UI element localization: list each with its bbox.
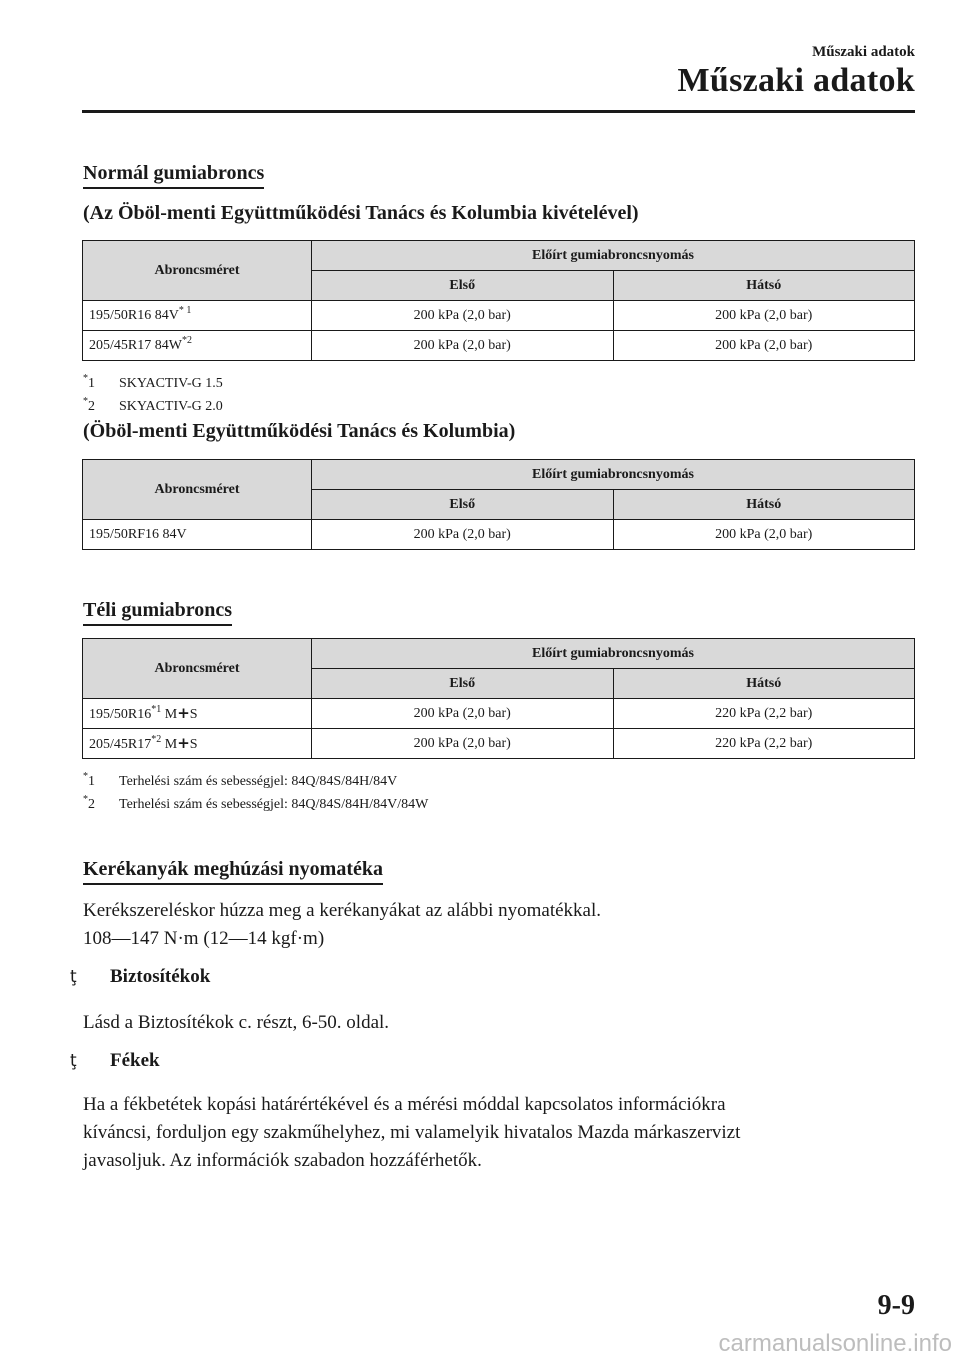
col-header-rear: Hátsó — [613, 490, 915, 520]
brakes-text-line: Ha a fékbetétek kopási határértékével és a mérési móddal kapcsolatos információkra — [83, 1094, 726, 1115]
brakes-text-line: kíváncsi, forduljon egy szakműhelyhez, mi valamelyik hivatalos Mazda márkaszervizt — [83, 1122, 741, 1143]
table-row — [83, 301, 915, 331]
front-pressure-cell: 200 kPa (2,0 bar) — [312, 699, 614, 729]
footnote-key: 1 — [88, 376, 95, 391]
tyre-size: 205/45R17 84W — [89, 337, 182, 353]
watermark: carmanualsonline.info — [718, 1330, 952, 1357]
gcc-subtitle: (Öböl-menti Együttműködési Tanács és Kolumbia) — [83, 420, 516, 442]
plus-icon: + — [177, 734, 190, 752]
col-header-rear: Hátsó — [613, 271, 915, 301]
col-header-pressure: Előírt gumiabroncsnyomás — [312, 460, 915, 490]
table-row — [83, 331, 915, 361]
footnote-key: 1 — [88, 774, 95, 789]
torque-value: 108―147 N·m (12―14 kgf·m) — [83, 928, 325, 949]
page-number: 9-9 — [877, 1290, 915, 1321]
col-header-rear: Hátsó — [613, 669, 915, 699]
rear-pressure-cell: 220 kPa (2,2 bar) — [613, 699, 915, 729]
winter-tyre-heading: Téli gumiabroncs — [83, 599, 232, 626]
rear-pressure-cell: 200 kPa (2,0 bar) — [613, 331, 915, 361]
tyre-size-cell — [83, 301, 312, 331]
rear-pressure-cell: 200 kPa (2,0 bar) — [613, 520, 915, 550]
mud-label: M — [164, 737, 178, 752]
footnote: *1 Terhelési szám és sebességjel: 84Q/84S/84H/84V — [83, 771, 398, 789]
tyre-size-cell — [83, 729, 312, 759]
rear-pressure-cell: 200 kPa (2,0 bar) — [613, 301, 915, 331]
brakes-text-line: javasoljuk. Az információk szabadon hozzáférhetők. — [83, 1150, 482, 1171]
col-header-size: Abroncsméret — [83, 241, 312, 301]
footnote-ref: * 1 — [178, 304, 192, 316]
col-header-pressure: Előírt gumiabroncsnyomás — [312, 241, 915, 271]
header-rule — [82, 110, 915, 113]
col-header-front: Első — [312, 490, 614, 520]
winter-tyre-table — [82, 638, 915, 759]
torque-heading: Kerékanyák meghúzási nyomatéka — [83, 858, 383, 885]
footnote: *1 SKYACTIV-G 1.5 — [83, 373, 223, 391]
table-row — [83, 729, 915, 759]
col-header-size: Abroncsméret — [83, 639, 312, 699]
snow-label: S — [189, 707, 198, 722]
plus-icon: + — [177, 704, 190, 722]
footnote-ref: *2 — [181, 334, 192, 346]
bullet-marker-icon: ţ — [70, 1051, 77, 1071]
running-header-small: Műszaki adatok — [812, 44, 915, 60]
gcc-tyre-table — [82, 459, 915, 550]
footnote-text: Terhelési szám és sebességjel: 84Q/84S/84H/84V — [119, 774, 398, 789]
rear-pressure-cell: 220 kPa (2,2 bar) — [613, 729, 915, 759]
tyre-size-cell: 195/50RF16 84V — [83, 520, 312, 550]
footnote-key: 2 — [88, 399, 95, 414]
col-header-front: Első — [312, 271, 614, 301]
normal-tyre-table — [82, 240, 915, 361]
table-row — [83, 699, 915, 729]
col-header-front: Első — [312, 669, 614, 699]
normal-tyre-heading: Normál gumiabroncs — [83, 162, 264, 189]
tyre-size: 195/50R16 84V — [89, 307, 179, 323]
footnote-text: SKYACTIV-G 2.0 — [119, 399, 223, 414]
normal-tyre-subtitle: (Az Öböl-menti Együttműködési Tanács és Kolumbia kivételével) — [83, 202, 639, 224]
fuses-text: Lásd a Biztosítékok c. részt, 6-50. oldal. — [83, 1012, 390, 1033]
running-header-title: Műszaki adatok — [677, 62, 915, 99]
front-pressure-cell: 200 kPa (2,0 bar) — [312, 301, 614, 331]
mud-label: M — [164, 707, 178, 722]
footnote-ref: *1 — [151, 704, 162, 715]
torque-text: Kerékszereléskor húzza meg a kerékanyákat az alábbi nyomatékkal. — [83, 900, 602, 921]
footnote-key: 2 — [88, 797, 95, 812]
fuses-title: Biztosítékok — [110, 966, 211, 987]
tyre-size: 205/45R17 — [89, 737, 152, 752]
brakes-title: Fékek — [110, 1050, 160, 1071]
tyre-size-cell — [83, 331, 312, 361]
footnote-text: SKYACTIV-G 1.5 — [119, 376, 223, 391]
brakes-heading — [70, 1050, 160, 1072]
front-pressure-cell: 200 kPa (2,0 bar) — [312, 520, 614, 550]
front-pressure-cell: 200 kPa (2,0 bar) — [312, 729, 614, 759]
snow-label: S — [189, 737, 198, 752]
footnote-text: Terhelési szám és sebességjel: 84Q/84S/84H/84V/84W — [119, 797, 429, 812]
col-header-size: Abroncsméret — [83, 460, 312, 520]
footnote: *2 Terhelési szám és sebességjel: 84Q/84S/84H/84V/84W — [83, 794, 429, 812]
tyre-size-cell — [83, 699, 312, 729]
footnote-ref: *2 — [151, 734, 162, 745]
fuses-heading — [70, 966, 210, 988]
tyre-size: 195/50R16 — [89, 707, 152, 722]
bullet-marker-icon: ţ — [70, 967, 77, 987]
footnote: *2 SKYACTIV-G 2.0 — [83, 396, 223, 414]
table-row — [83, 520, 915, 550]
col-header-pressure: Előírt gumiabroncsnyomás — [312, 639, 915, 669]
front-pressure-cell: 200 kPa (2,0 bar) — [312, 331, 614, 361]
